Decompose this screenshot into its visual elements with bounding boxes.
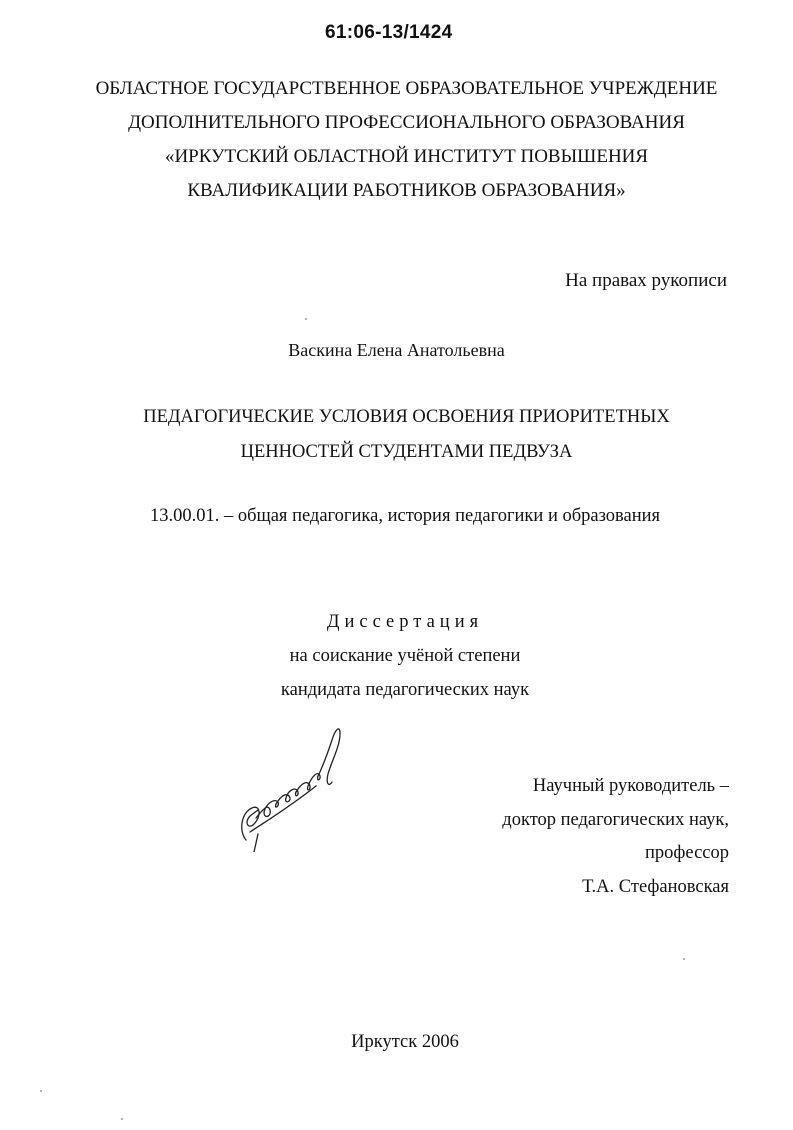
specialty-code: 13.00.01. – общая педагогика, история педагогики и образования (149, 506, 661, 526)
handwritten-signature (228, 712, 348, 852)
scan-speck (121, 1118, 123, 1120)
institution-line: ДОПОЛНИТЕЛЬНОГО ПРОФЕССИОНАЛЬНОГО ОБРАЗОВАНИЯ (128, 112, 685, 133)
institution-line: «ИРКУТСКИЙ ОБЛАСТНОЙ ИНСТИТУТ ПОВЫШЕНИЯ (164, 146, 649, 167)
degree-line: кандидата педагогических наук (280, 680, 530, 700)
author-name: Васкина Елена Анатольевна (288, 340, 505, 360)
title-line: ПЕДАГОГИЧЕСКИЕ УСЛОВИЯ ОСВОЕНИЯ ПРИОРИТЕТНЫХ (143, 407, 670, 427)
institution-block (60, 72, 753, 208)
advisor-name: Т.А. Стефановская (582, 876, 729, 897)
dissertation-heading: Диссертация (326, 612, 484, 632)
dissertation-title (60, 400, 753, 470)
scan-speck (40, 1090, 42, 1092)
degree-line: на соискание учёной степени (289, 646, 521, 666)
degree-block (0, 605, 793, 707)
advisor-degree: доктор педагогических наук, (502, 809, 729, 830)
manuscript-rights-note: На правах рукописи (565, 270, 727, 291)
advisor-role: Научный руководитель – (532, 776, 729, 796)
scan-speck (683, 958, 685, 960)
city-year: Иркутск 2006 (351, 1032, 459, 1052)
scientific-advisor-block (502, 770, 729, 904)
scan-speck (305, 318, 307, 320)
title-line: ЦЕННОСТЕЙ СТУДЕНТАМИ ПЕДВУЗА (240, 442, 573, 462)
institution-line: ОБЛАСТНОЕ ГОСУДАРСТВЕННОЕ ОБРАЗОВАТЕЛЬНОЕ УЧРЕЖДЕНИЕ (95, 78, 718, 99)
institution-line: КВАЛИФИКАЦИИ РАБОТНИКОВ ОБРАЗОВАНИЯ» (187, 180, 626, 201)
advisor-title: профессор (645, 843, 729, 863)
catalog-stamp-number: 61:06-13/1424 (325, 22, 453, 43)
